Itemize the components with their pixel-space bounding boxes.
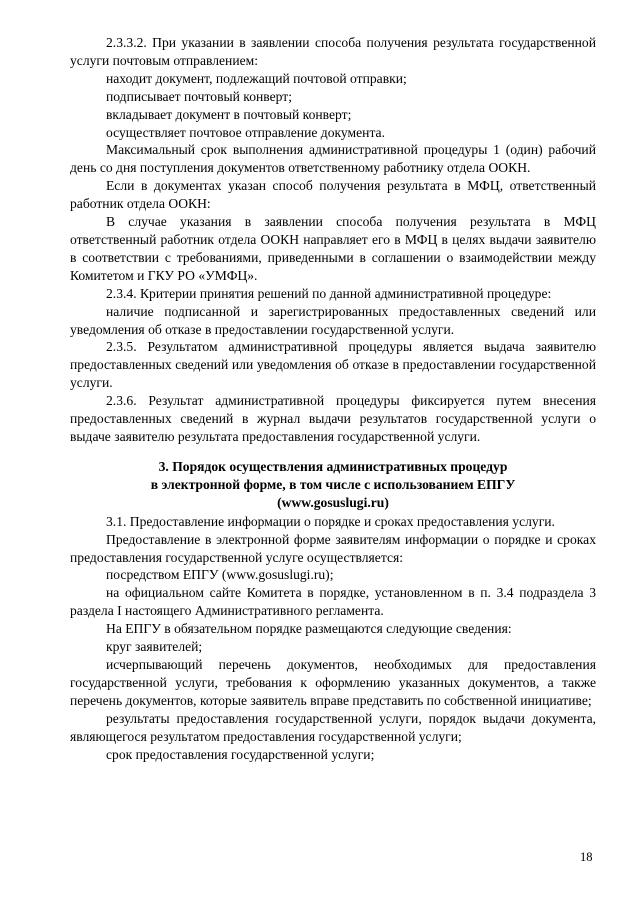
section-heading-link-text: (www.gosuslugi.ru) xyxy=(277,495,389,511)
paragraph: осуществляет почтовое отправление документа. xyxy=(106,124,385,140)
paragraph: подписывает почтовый конверт; xyxy=(106,88,292,104)
paragraph: на официальном сайте Комитета в порядке, установленном в п. 3.4 подраздела 3 раздела I настоящего Административного регламента. xyxy=(70,585,596,619)
paragraph: Предоставление в электронной форме заявителям информации о порядке и сроках предоставления государственной услуге осуществляется: xyxy=(70,531,596,565)
paragraph: На ЕПГУ в обязательном порядке размещаются следующие сведения: xyxy=(106,621,512,637)
paragraph: 3.1. Предоставление информации о порядке и сроках предоставления услуги. xyxy=(106,513,555,529)
page-number: 18 xyxy=(580,850,593,864)
paragraph: Максимальный срок выполнения административной процедуры 1 (один) рабочий день со дня поступления документов ответственному работнику отдела ООКН. xyxy=(70,142,596,176)
paragraph: круг заявителей; xyxy=(106,639,203,655)
paragraph: В случае указания в заявлении способа получения результата в МФЦ ответственный работник отдела ООКН направляет его в МФЦ в целях выдачи заявителю в соответствии с требованиями, приведенными в соглашении о взаимодействии между Комитетом и ГКУ РО «УМФЦ». xyxy=(70,214,596,283)
paragraph: вкладывает документ в почтовый конверт; xyxy=(106,106,352,122)
paragraph: наличие подписанной и зарегистрированных предоставленных сведений или уведомления об отказе в предоставлении государственной услуги. xyxy=(70,303,596,337)
paragraph: 2.3.3.2. При указании в заявлении способа получения результата государственной услуги почтовым отправлением: xyxy=(70,35,596,68)
paragraph: 2.3.4. Критерии принятия решений по данной административной процедуре: xyxy=(106,285,552,301)
section-heading-line: в электронной форме, в том числе с использованием ЕПГУ xyxy=(150,477,516,493)
paragraph: исчерпывающий перечень документов, необходимых для предоставления государственной услуги, требования к оформлению указанных документов, а также перечень документов, которые заявитель вправе представить по собственной инициативе; xyxy=(70,656,596,708)
paragraph: 2.3.5. Результатом административной процедуры является выдача заявителю предоставленных сведений или уведомления об отказе в предоставлении государственной услуги. xyxy=(70,339,596,391)
paragraph: находит документ, подлежащий почтовой отправки; xyxy=(106,70,407,86)
paragraph: результаты предоставления государственной услуги, порядок выдачи документа, являющегося результатом предоставления государственной услуги; xyxy=(70,710,596,744)
section-heading xyxy=(70,458,596,513)
paragraph: 2.3.6. Результат административной процедуры фиксируется путем внесения предоставленных сведений в журнал выдачи результатов государственной услуги о выдаче заявителю результата предоставления государственной услуги. xyxy=(70,393,596,444)
paragraph: Если в документах указан способ получения результата в МФЦ, ответственный работник отдела ООКН: xyxy=(70,178,596,212)
section-heading-line: 3. Порядок осуществления административных процедур xyxy=(158,458,508,474)
paragraph: срок предоставления государственной услуги; xyxy=(106,746,375,762)
paragraph: посредством ЕПГУ (www.gosuslugi.ru); xyxy=(106,567,334,583)
document-page xyxy=(70,34,596,763)
